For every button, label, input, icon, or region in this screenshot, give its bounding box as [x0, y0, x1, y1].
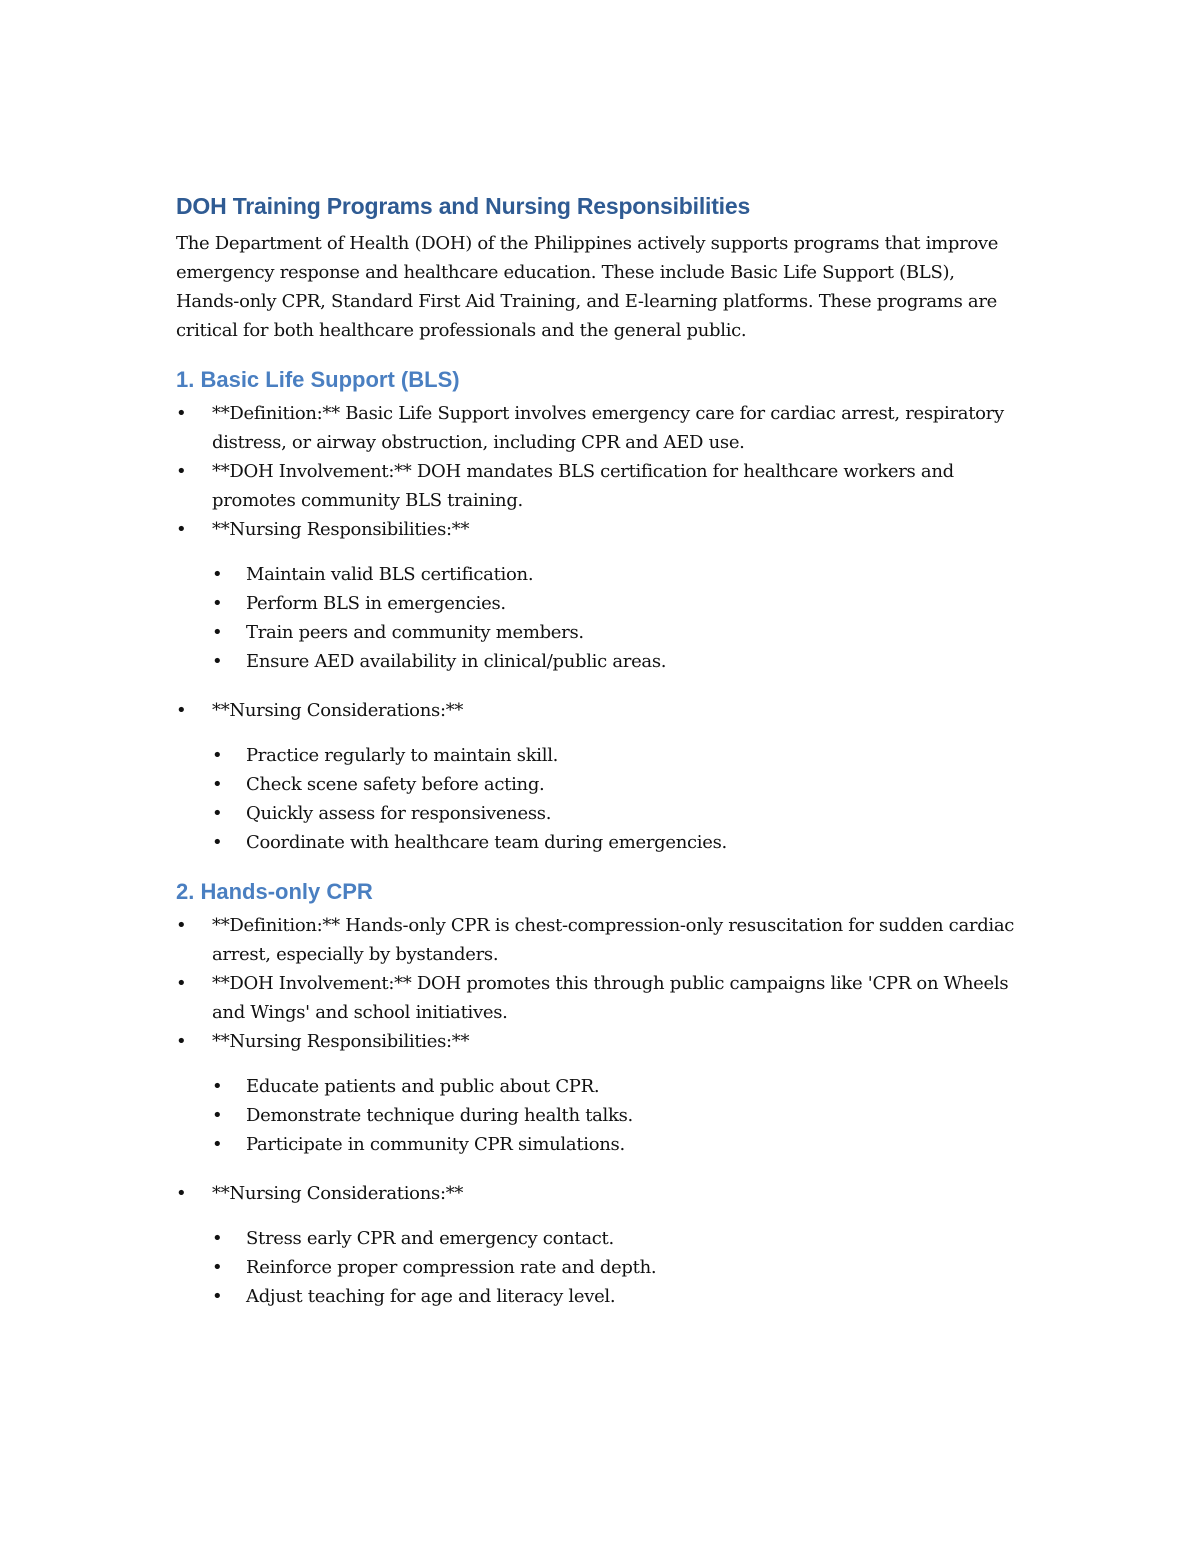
list-item: • Maintain valid BLS certification.	[212, 560, 1016, 589]
section-heading: 1. Basic Life Support (BLS)	[176, 367, 460, 392]
considerations-label: **Nursing Considerations:**	[212, 700, 464, 721]
section-heading: 2. Hands-only CPR	[176, 879, 373, 904]
responsibilities-list	[212, 1072, 1016, 1159]
list-item: • Stress early CPR and emergency contact.	[212, 1224, 1016, 1253]
considerations-label: **Nursing Considerations:**	[212, 1183, 464, 1204]
section-hands-only-cpr	[176, 877, 1016, 1311]
list-item: • Reinforce proper compression rate and depth.	[212, 1253, 1016, 1282]
responsibilities-item	[176, 515, 1016, 676]
list-item: • Demonstrate technique during health talks.	[212, 1101, 1016, 1130]
responsibilities-label: **Nursing Responsibilities:**	[212, 519, 470, 540]
considerations-item	[176, 696, 1016, 857]
list-item: • Check scene safety before acting.	[212, 770, 1016, 799]
list-item: • Participate in community CPR simulations.	[212, 1130, 1016, 1159]
considerations-list	[212, 741, 1016, 857]
definition-item: • **Definition:** Hands-only CPR is chest-compression-only resuscitation for sudden cardiac arrest, especially by bystanders.	[176, 911, 1016, 969]
considerations-list	[212, 1224, 1016, 1311]
document-title: DOH Training Programs and Nursing Responsibilities	[176, 193, 751, 219]
list-item: • Educate patients and public about CPR.	[212, 1072, 1016, 1101]
list-item: • Ensure AED availability in clinical/public areas.	[212, 647, 1016, 676]
definition-item: • **Definition:** Basic Life Support involves emergency care for cardiac arrest, respiratory distress, or airway obstruction, including CPR and AED use.	[176, 399, 1016, 457]
section-bullet-list	[176, 399, 1016, 857]
list-item: • Quickly assess for responsiveness.	[212, 799, 1016, 828]
involvement-item: • **DOH Involvement:** DOH promotes this through public campaigns like 'CPR on Wheels and Wings' and school initiatives.	[176, 969, 1016, 1027]
list-item: • Perform BLS in emergencies.	[212, 589, 1016, 618]
list-item: • Adjust teaching for age and literacy level.	[212, 1282, 1016, 1311]
section-bullet-list	[176, 911, 1016, 1311]
responsibilities-label: **Nursing Responsibilities:**	[212, 1031, 470, 1052]
list-item: • Train peers and community members.	[212, 618, 1016, 647]
involvement-item: • **DOH Involvement:** DOH mandates BLS certification for healthcare workers and promotes community BLS training.	[176, 457, 1016, 515]
section-bls	[176, 365, 1016, 857]
considerations-item	[176, 1179, 1016, 1311]
responsibilities-item	[176, 1027, 1016, 1159]
document-page	[176, 190, 1016, 1331]
responsibilities-list	[212, 560, 1016, 676]
list-item: • Coordinate with healthcare team during emergencies.	[212, 828, 1016, 857]
intro-paragraph: The Department of Health (DOH) of the Philippines actively supports programs that improve emergency response and healthcare education. These include Basic Life Support (BLS), Hands-only CPR, Standard First Aid Training, and E-learning platforms. These programs are critical for both healthcare professionals and the general public.	[176, 233, 999, 341]
list-item: • Practice regularly to maintain skill.	[212, 741, 1016, 770]
